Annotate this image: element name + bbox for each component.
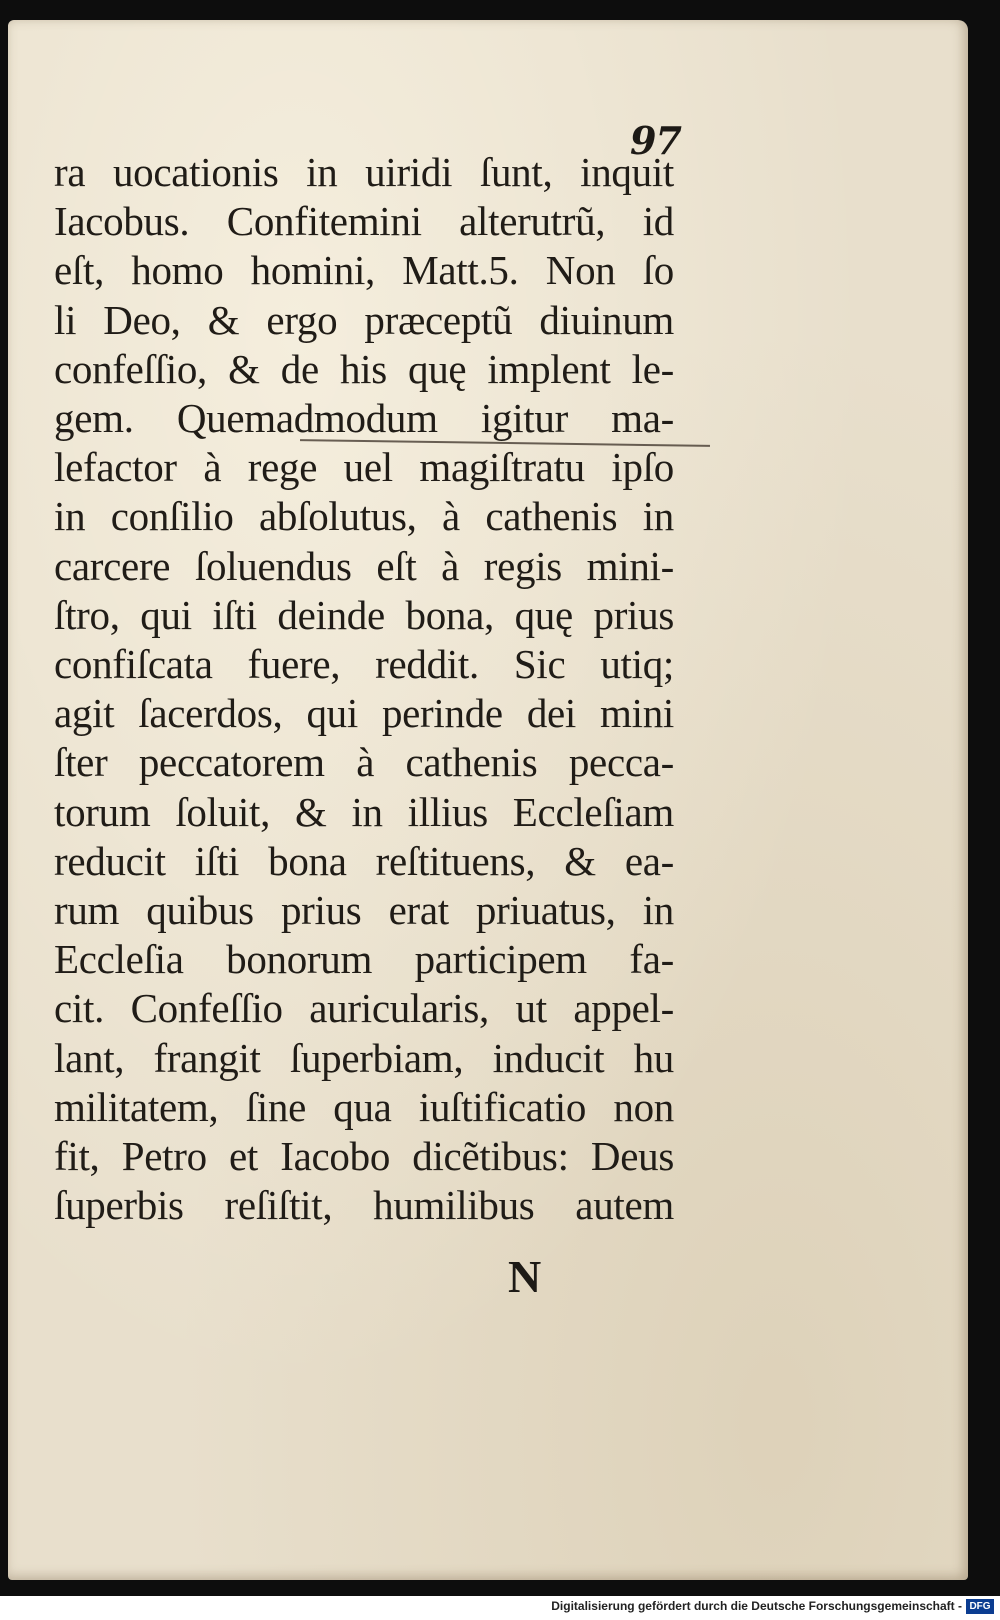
text-line: ſter peccatorem à cathenis pecca- xyxy=(54,739,674,786)
footer-bar xyxy=(0,1596,1000,1620)
text-line: militatem, ſine qua iuſtificatio non xyxy=(54,1083,674,1130)
text-line: li Deo, & ergo præceptũ diuinum xyxy=(54,296,674,343)
footer-credit: Digitalisierung gefördert durch die Deutsche Forschungsgemeinschaft - xyxy=(551,1599,962,1613)
text-line: reducit iſti bona reſtituens, & ea- xyxy=(54,837,674,884)
text-line: ſuperbis reſiſtit, humilibus autem xyxy=(54,1182,674,1229)
dfg-logo-icon: DFG xyxy=(966,1599,994,1614)
text-line: fit, Petro et Iacobo dicẽtibus: Deus xyxy=(54,1133,674,1180)
text-line: Eccleſia bonorum participem fa- xyxy=(54,936,674,983)
text-line: ſtro, qui iſti deinde bona, quę prius xyxy=(54,591,674,638)
signature-mark: N xyxy=(508,1251,542,1302)
text-line: cit. Confeſſio auricularis, ut appel- xyxy=(54,985,674,1032)
text-line: lefactor à rege uel magiſtratu ipſo xyxy=(54,444,674,491)
text-line: eſt, homo homini, Matt.5. Non ſo xyxy=(54,247,674,294)
text-line: confiſcata fuere, reddit. Sic utiq; xyxy=(54,641,674,688)
text-line: rum quibus prius erat priuatus, in xyxy=(54,887,674,934)
text-line: ra uocationis in uiridi ſunt, inquit xyxy=(54,149,674,195)
text-line: in conſilio abſolutus, à cathenis in xyxy=(54,493,674,540)
text-line: confeſſio, & de his quę implent le- xyxy=(54,345,674,392)
page-number: 97 xyxy=(630,118,681,163)
text-line: agit ſacerdos, qui perinde dei mini xyxy=(54,690,674,737)
text-block xyxy=(54,148,704,1230)
text-line: torum ſoluit, & in illius Eccleſiam xyxy=(54,788,674,835)
text-line-struck: gem. Quemadmodum igitur ma- xyxy=(54,395,674,442)
text-line: Iacobus. Confitemini alterutrũ, id xyxy=(54,198,674,245)
text-line: lant, frangit ſuperbiam, inducit hu xyxy=(54,1034,674,1081)
text-line: carcere ſoluendus eſt à regis mini- xyxy=(54,542,674,589)
